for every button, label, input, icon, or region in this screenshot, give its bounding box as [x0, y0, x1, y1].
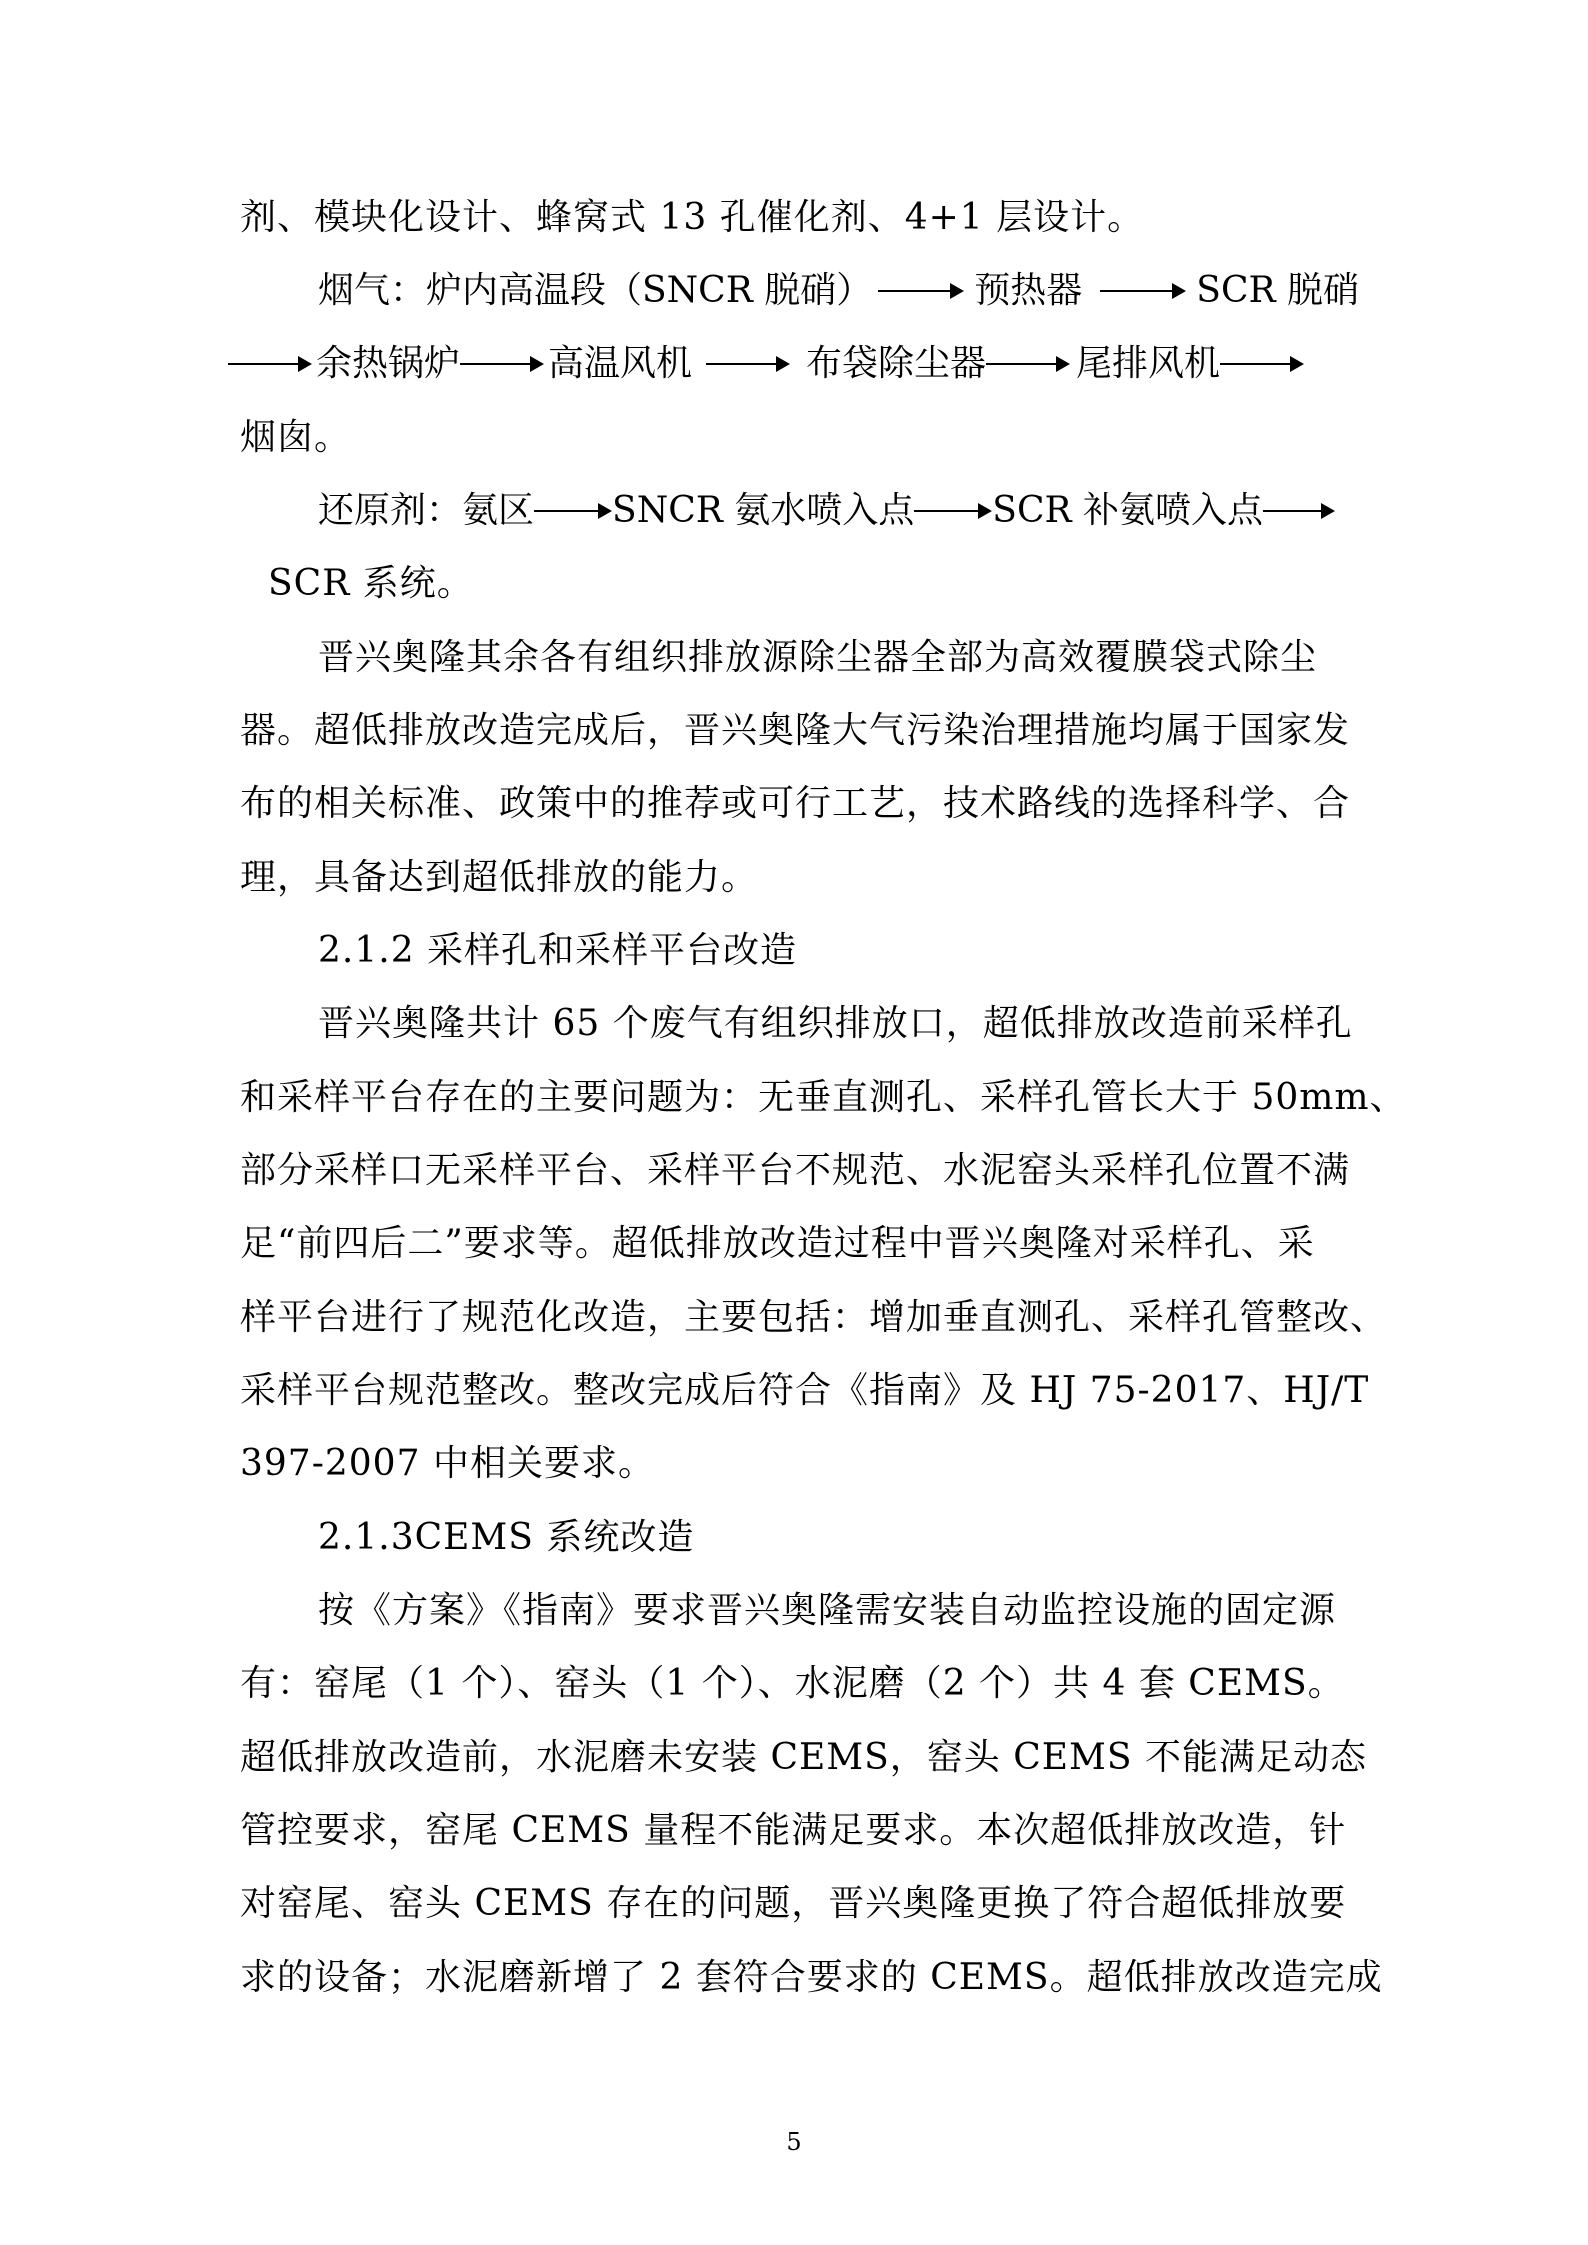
s212-line-6: 采样平台规范整改。整改完成后符合《指南》及 HJ 75-2017、HJ/T: [240, 1370, 1370, 1411]
page-number: 5: [786, 2128, 802, 2156]
reductant-flow-row-1: [318, 489, 1333, 533]
dust-line-4: 理，具备达到超低排放的能力。: [240, 857, 759, 898]
s212-line-7: 397-2007 中相关要求。: [240, 1443, 655, 1484]
intro-line-1: 剂、模块化设计、蜂窝式 13 孔催化剂、4+1 层设计。: [240, 197, 1145, 238]
flue-flow-step: 炉内高温段（SNCR 脱硝）: [426, 270, 873, 311]
section-heading-2-1-3: 2.1.3CEMS 系统改造: [318, 1517, 695, 1558]
reductant-flow-label: 还原剂：: [318, 490, 463, 531]
flue-flow-step: 尾排风机: [1076, 343, 1221, 384]
flue-flow-end: 烟囱。: [240, 417, 352, 458]
s212-line-5: 样平台进行了规范化改造，主要包括：增加垂直测孔、采样孔管整改、: [240, 1297, 1388, 1338]
s213-line-6: 求的设备；水泥磨新增了 2 套符合要求的 CEMS。超低排放改造完成: [240, 1957, 1383, 1998]
s213-line-1: 按《方案》《指南》要求晋兴奥隆需安装自动监控设施的固定源: [318, 1590, 1337, 1631]
dust-line-1: 晋兴奥隆其余各有组织排放源除尘器全部为高效覆膜袋式除尘: [318, 637, 1318, 678]
flue-flow-row-1: [318, 269, 1359, 313]
flow-arrow-icon: [460, 363, 542, 365]
reductant-flow-step: 氨区: [462, 490, 535, 531]
reductant-flow-end: SCR 系统。: [268, 563, 474, 604]
s212-line-3: 部分采样口无采样平台、采样平台不规范、水泥窑头采样孔位置不满: [240, 1150, 1351, 1191]
flow-arrow-icon: [986, 363, 1068, 365]
flow-arrow-icon: [914, 510, 990, 512]
dust-line-2: 器。超低排放改造完成后，晋兴奥隆大气污染治理措施均属于国家发: [240, 710, 1351, 751]
s213-line-2: 有：窑尾（1 个）、窑头（1 个）、水泥磨（2 个）共 4 套 CEMS。: [240, 1663, 1345, 1704]
flow-arrow-icon: [878, 290, 962, 292]
flue-flow-step: 余热锅炉: [316, 343, 461, 384]
flue-flow-step: SCR 脱硝: [1196, 270, 1360, 311]
flow-arrow-icon: [228, 363, 310, 365]
reductant-flow-step: SNCR 氨水喷入点: [612, 490, 915, 531]
flue-flow-step: 布袋除尘器: [806, 343, 987, 384]
reductant-flow-step: SCR 补氨喷入点: [992, 490, 1264, 531]
s213-line-4: 管控要求，窑尾 CEMS 量程不能满足要求。本次超低排放改造，针: [240, 1810, 1347, 1851]
flue-flow-step: 预热器: [974, 270, 1083, 311]
flue-flow-step: 高温风机: [548, 343, 693, 384]
s212-line-2: 和采样平台存在的主要问题为：无垂直测孔、采样孔管长大于 50mm、: [240, 1077, 1407, 1118]
dust-line-3: 布的相关标准、政策中的推荐或可行工艺，技术路线的选择科学、合: [240, 783, 1351, 824]
s213-line-5: 对窑尾、窑头 CEMS 存在的问题，晋兴奥隆更换了符合超低排放要: [240, 1883, 1347, 1924]
flow-arrow-icon: [1263, 510, 1333, 512]
s213-line-3: 超低排放改造前，水泥磨未安装 CEMS，窑头 CEMS 不能满足动态: [240, 1737, 1368, 1778]
flue-flow-row-2: [228, 342, 1302, 386]
flue-flow-label: 烟气：: [318, 270, 427, 311]
flow-arrow-icon: [534, 510, 610, 512]
flow-arrow-icon: [1220, 363, 1302, 365]
s212-line-1: 晋兴奥隆共计 65 个废气有组织排放口，超低排放改造前采样孔: [318, 1003, 1353, 1044]
flow-arrow-icon: [706, 363, 788, 365]
section-heading-2-1-2: 2.1.2 采样孔和采样平台改造: [318, 930, 798, 971]
s212-line-4: 足“前四后二”要求等。超低排放改造过程中晋兴奥隆对采样孔、采: [240, 1223, 1315, 1264]
flow-arrow-icon: [1100, 290, 1184, 292]
